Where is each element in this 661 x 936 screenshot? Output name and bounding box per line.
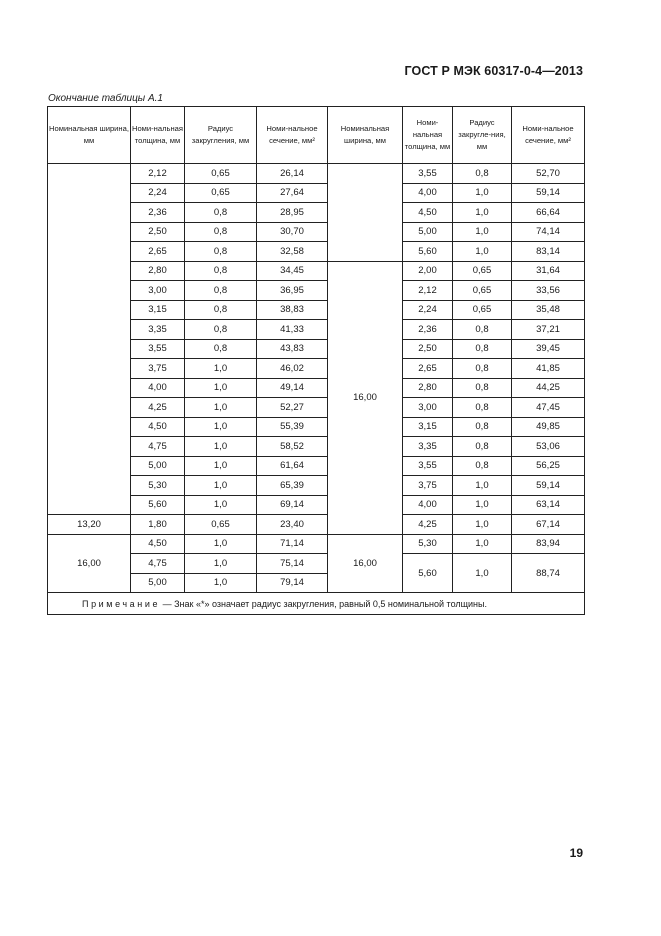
- section-cell: 41,33: [257, 320, 328, 340]
- thickness-cell: 1,80: [131, 515, 185, 535]
- table-header-row: [48, 107, 585, 164]
- section-cell: 79,14: [257, 573, 328, 593]
- table-note-row: [48, 593, 585, 615]
- column-header-section: Номи-нальное сечение, мм²: [257, 107, 328, 164]
- radius-cell: 1,0: [185, 456, 257, 476]
- thickness-cell: 4,00: [403, 495, 453, 515]
- section-cell: 30,70: [257, 222, 328, 242]
- thickness-cell: 5,00: [131, 456, 185, 476]
- thickness-cell: 4,75: [131, 554, 185, 574]
- radius-cell: 1,0: [185, 476, 257, 496]
- thickness-cell: 5,30: [403, 534, 453, 554]
- radius-cell: 1,0: [185, 378, 257, 398]
- radius-cell: 1,0: [185, 417, 257, 437]
- dimensions-table: [47, 106, 585, 615]
- thickness-cell: 2,00: [403, 261, 453, 281]
- section-cell: 83,94: [512, 534, 585, 554]
- radius-cell: 1,0: [185, 534, 257, 554]
- section-cell: 38,83: [257, 300, 328, 320]
- section-cell: 43,83: [257, 339, 328, 359]
- radius-cell: 0,8: [453, 359, 512, 379]
- thickness-cell: 3,00: [403, 398, 453, 418]
- thickness-cell: 4,50: [131, 417, 185, 437]
- column-header-thickness: Номи-нальная толщина, мм: [131, 107, 185, 164]
- section-cell: 53,06: [512, 437, 585, 457]
- section-cell: 59,14: [512, 183, 585, 203]
- thickness-cell: 2,80: [131, 261, 185, 281]
- table-note: [48, 593, 585, 615]
- radius-cell: 0,65: [185, 183, 257, 203]
- section-cell: 88,74: [512, 554, 585, 593]
- width-cell: 16,00: [328, 534, 403, 593]
- section-cell: 75,14: [257, 554, 328, 574]
- thickness-cell: 3,00: [131, 281, 185, 301]
- table-row: [48, 164, 585, 184]
- section-cell: 44,25: [512, 378, 585, 398]
- radius-cell: 0,8: [185, 261, 257, 281]
- section-cell: 52,27: [257, 398, 328, 418]
- radius-cell: 1,0: [453, 242, 512, 262]
- radius-cell: 1,0: [185, 495, 257, 515]
- table-row: [48, 534, 585, 554]
- section-cell: 74,14: [512, 222, 585, 242]
- section-cell: 52,70: [512, 164, 585, 184]
- width-cell: 16,00: [328, 261, 403, 534]
- section-cell: 63,14: [512, 495, 585, 515]
- thickness-cell: 2,80: [403, 378, 453, 398]
- thickness-cell: 2,36: [403, 320, 453, 340]
- radius-cell: 0,65: [453, 300, 512, 320]
- thickness-cell: 3,35: [131, 320, 185, 340]
- thickness-cell: 4,00: [403, 183, 453, 203]
- radius-cell: 0,65: [185, 164, 257, 184]
- section-cell: 33,56: [512, 281, 585, 301]
- radius-cell: 1,0: [453, 222, 512, 242]
- radius-cell: 1,0: [185, 398, 257, 418]
- radius-cell: 1,0: [453, 495, 512, 515]
- column-header-section-2: Номи-нальное сечение, мм²: [512, 107, 585, 164]
- section-cell: 28,95: [257, 203, 328, 223]
- thickness-cell: 3,75: [131, 359, 185, 379]
- radius-cell: 0,8: [185, 339, 257, 359]
- radius-cell: 0,8: [453, 417, 512, 437]
- table-row: [48, 515, 585, 535]
- section-cell: 67,14: [512, 515, 585, 535]
- thickness-cell: 4,75: [131, 437, 185, 457]
- thickness-cell: 3,75: [403, 476, 453, 496]
- thickness-cell: 3,15: [403, 417, 453, 437]
- thickness-cell: 2,50: [403, 339, 453, 359]
- section-cell: 56,25: [512, 456, 585, 476]
- thickness-cell: 4,50: [403, 203, 453, 223]
- radius-cell: 0,65: [453, 281, 512, 301]
- section-cell: 83,14: [512, 242, 585, 262]
- section-cell: 49,85: [512, 417, 585, 437]
- thickness-cell: 5,00: [403, 222, 453, 242]
- document-title: ГОСТ Р МЭК 60317-0-4—2013: [404, 64, 583, 78]
- thickness-cell: 5,60: [403, 554, 453, 593]
- radius-cell: 1,0: [185, 573, 257, 593]
- thickness-cell: 5,60: [131, 495, 185, 515]
- radius-cell: 1,0: [453, 476, 512, 496]
- thickness-cell: 2,12: [131, 164, 185, 184]
- section-cell: 69,14: [257, 495, 328, 515]
- thickness-cell: 3,55: [403, 456, 453, 476]
- radius-cell: 0,8: [453, 320, 512, 340]
- section-cell: 58,52: [257, 437, 328, 457]
- section-cell: 26,14: [257, 164, 328, 184]
- column-header-width: Номинальная ширина, мм: [48, 107, 131, 164]
- width-cell: [328, 164, 403, 262]
- table-body: [48, 164, 585, 615]
- thickness-cell: 4,25: [403, 515, 453, 535]
- section-cell: 46,02: [257, 359, 328, 379]
- table-caption: Окончание таблицы А.1: [48, 93, 163, 104]
- thickness-cell: 5,30: [131, 476, 185, 496]
- section-cell: 41,85: [512, 359, 585, 379]
- thickness-cell: 2,50: [131, 222, 185, 242]
- thickness-cell: 3,35: [403, 437, 453, 457]
- radius-cell: 1,0: [453, 554, 512, 593]
- width-cell: 13,20: [48, 515, 131, 535]
- thickness-cell: 3,55: [403, 164, 453, 184]
- thickness-cell: 2,24: [131, 183, 185, 203]
- section-cell: 66,64: [512, 203, 585, 223]
- note-text: — Знак «*» означает радиус закругления, равный 0,5 номинальной толщины.: [160, 598, 487, 609]
- radius-cell: 0,8: [453, 398, 512, 418]
- section-cell: 35,48: [512, 300, 585, 320]
- section-cell: 39,45: [512, 339, 585, 359]
- column-header-thickness-2: Номи-нальная толщина, мм: [403, 107, 453, 164]
- radius-cell: 0,8: [453, 437, 512, 457]
- section-cell: 36,95: [257, 281, 328, 301]
- section-cell: 27,64: [257, 183, 328, 203]
- radius-cell: 0,8: [453, 456, 512, 476]
- radius-cell: 0,8: [185, 222, 257, 242]
- page-number: 19: [569, 846, 583, 860]
- radius-cell: 1,0: [453, 534, 512, 554]
- section-cell: 23,40: [257, 515, 328, 535]
- section-cell: 55,39: [257, 417, 328, 437]
- radius-cell: 0,8: [453, 378, 512, 398]
- width-cell: [48, 164, 131, 515]
- thickness-cell: 4,00: [131, 378, 185, 398]
- thickness-cell: 2,12: [403, 281, 453, 301]
- section-cell: 31,64: [512, 261, 585, 281]
- section-cell: 34,45: [257, 261, 328, 281]
- radius-cell: 1,0: [453, 203, 512, 223]
- section-cell: 49,14: [257, 378, 328, 398]
- radius-cell: 1,0: [453, 183, 512, 203]
- radius-cell: 0,8: [185, 242, 257, 262]
- radius-cell: 0,65: [453, 261, 512, 281]
- column-header-radius-2: Радиус закругле-ния, мм: [453, 107, 512, 164]
- radius-cell: 0,8: [453, 339, 512, 359]
- thickness-cell: 3,55: [131, 339, 185, 359]
- radius-cell: 1,0: [185, 359, 257, 379]
- thickness-cell: 5,60: [403, 242, 453, 262]
- radius-cell: 0,8: [185, 300, 257, 320]
- section-cell: 47,45: [512, 398, 585, 418]
- thickness-cell: 5,00: [131, 573, 185, 593]
- section-cell: 32,58: [257, 242, 328, 262]
- thickness-cell: 3,15: [131, 300, 185, 320]
- note-label: Примечание: [82, 598, 161, 609]
- thickness-cell: 2,65: [131, 242, 185, 262]
- thickness-cell: 4,25: [131, 398, 185, 418]
- radius-cell: 0,8: [185, 281, 257, 301]
- column-header-radius: Радиус закругления, мм: [185, 107, 257, 164]
- radius-cell: 1,0: [185, 437, 257, 457]
- section-cell: 61,64: [257, 456, 328, 476]
- section-cell: 59,14: [512, 476, 585, 496]
- column-header-width-2: Номинальная ширина, мм: [328, 107, 403, 164]
- thickness-cell: 2,65: [403, 359, 453, 379]
- radius-cell: 1,0: [453, 515, 512, 535]
- section-cell: 65,39: [257, 476, 328, 496]
- thickness-cell: 2,36: [131, 203, 185, 223]
- radius-cell: 0,65: [185, 515, 257, 535]
- section-cell: 71,14: [257, 534, 328, 554]
- width-cell: 16,00: [48, 534, 131, 593]
- radius-cell: 1,0: [185, 554, 257, 574]
- radius-cell: 0,8: [185, 320, 257, 340]
- thickness-cell: 4,50: [131, 534, 185, 554]
- radius-cell: 0,8: [453, 164, 512, 184]
- radius-cell: 0,8: [185, 203, 257, 223]
- thickness-cell: 2,24: [403, 300, 453, 320]
- section-cell: 37,21: [512, 320, 585, 340]
